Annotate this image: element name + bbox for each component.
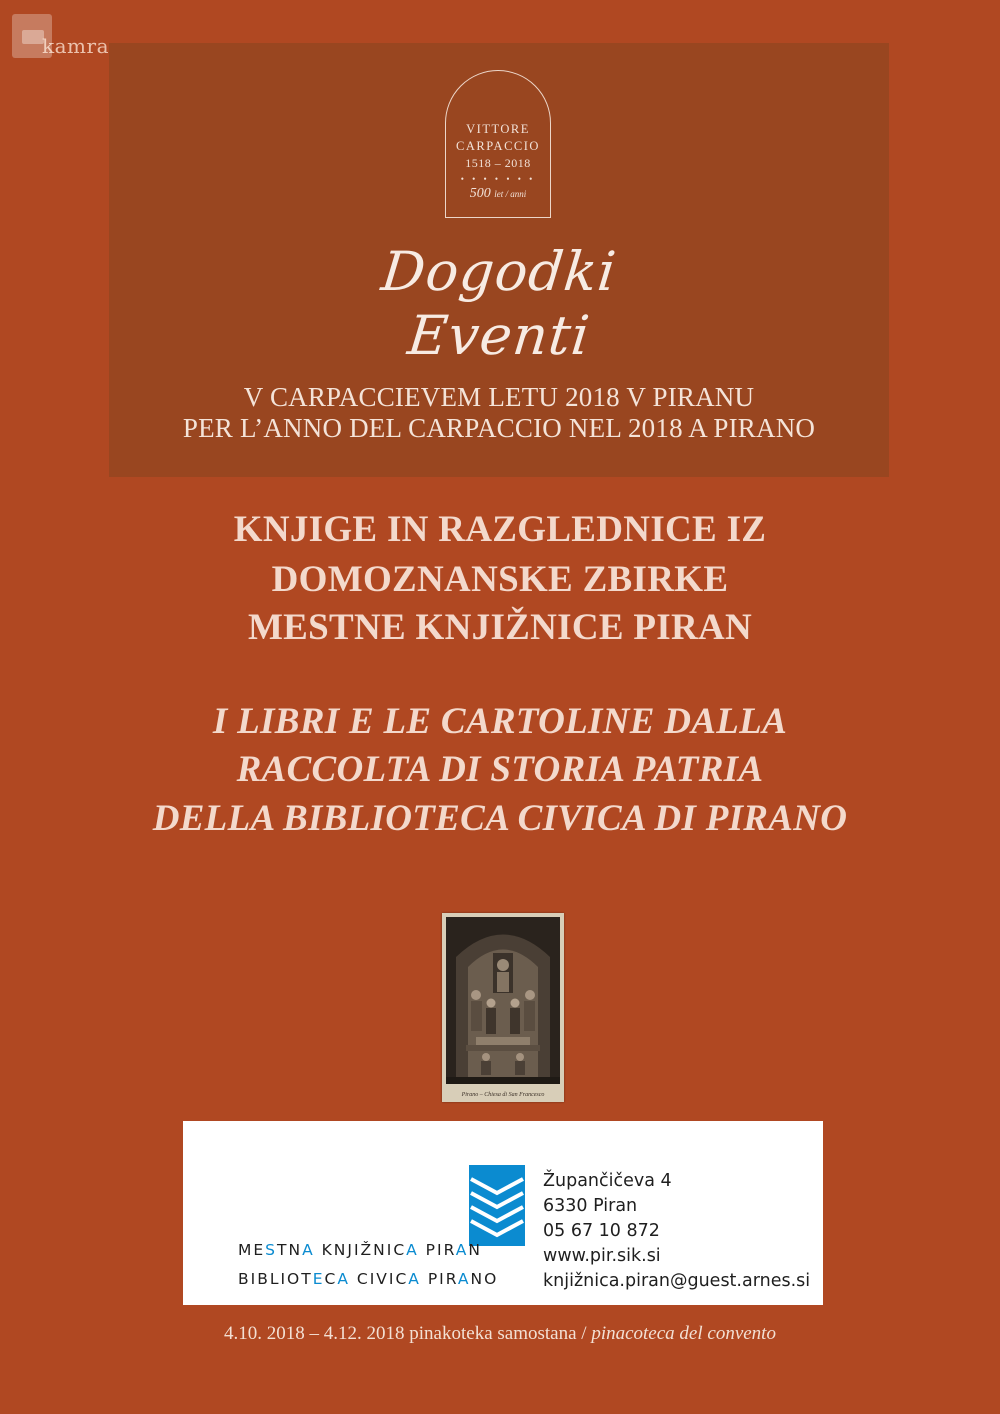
library-logo-icon [469, 1165, 525, 1251]
badge-dots: • • • • • • • [460, 174, 536, 184]
badge-line1: VITTORE [466, 122, 530, 136]
lib-it-part-7: PIR [420, 1270, 458, 1288]
lib-sl-part-7: PIR [418, 1241, 456, 1259]
badge-anniversary-unit: let / anni [494, 189, 527, 199]
script-title-sl: Dogodki [378, 240, 620, 303]
lib-it-part-8: A [457, 1270, 471, 1288]
lib-it-part-2: E [312, 1270, 325, 1288]
lib-it-part-4: A [337, 1270, 350, 1288]
lib-sl-part-6: A [406, 1241, 419, 1259]
lib-sl-part-4: A [302, 1241, 315, 1259]
footer-dates [0, 1323, 1000, 1345]
library-phone[interactable]: 05 67 10 872 [543, 1221, 660, 1241]
title-it-line-2: RACCOLTA DI STORIA PATRIA [236, 749, 764, 790]
carpaccio-anniversary-badge [445, 70, 551, 218]
title-sl-line-3: MESTNE KNJIŽNICE PIRAN [247, 607, 753, 648]
library-info-box [183, 1121, 823, 1305]
lib-sl-part-5: KNJIŽNIC [314, 1241, 407, 1259]
kamra-text: kamra [42, 34, 109, 58]
library-contact [543, 1169, 810, 1294]
library-name-sl [238, 1241, 482, 1259]
title-sl-line-2: DOMOZNANSKE ZBIRKE [271, 559, 729, 600]
lib-sl-part-2: S [265, 1241, 278, 1259]
script-title-it: Eventi [404, 304, 594, 367]
library-email-link[interactable]: knjižnica.piran@guest.arnes.si [543, 1271, 811, 1291]
badge-years: 1518 – 2018 [465, 156, 531, 170]
badge-anniversary-number: 500 [469, 186, 491, 201]
header-subtitle-it: PER L’ANNO DEL CARPACCIO NEL 2018 A PIRANO [182, 413, 816, 443]
header-subtitle-sl: V CARPACCIEVEM LETU 2018 V PIRANU [243, 382, 755, 412]
title-it-line-3: DELLA BIBLIOTECA CIVICA DI PIRANO [152, 798, 848, 839]
lib-it-part-9: NO [470, 1270, 499, 1288]
footer-dates-sl: 4.10. 2018 – 4.12. 2018 pinakoteka samostana / [224, 1323, 592, 1344]
lib-sl-part-3: TN [277, 1241, 303, 1259]
kamra-watermark [12, 12, 112, 62]
lib-it-part-6: A [408, 1270, 421, 1288]
badge-line2: CARPACCIO [456, 139, 540, 153]
title-sl-line-1: KNJIGE IN RAZGLEDNICE IZ [233, 509, 767, 550]
library-city: 6330 Piran [543, 1196, 638, 1216]
postcard-caption: Pirano – Chiesa di San Francesco [461, 1092, 545, 1098]
library-website-link[interactable]: www.pir.sik.si [543, 1246, 661, 1266]
library-address: Župančičeva 4 [543, 1171, 672, 1191]
lib-sl-part-1: ME [238, 1241, 266, 1259]
library-name-it [238, 1270, 498, 1288]
altarpiece-illustration [446, 917, 560, 1084]
lib-sl-part-8: A [455, 1241, 469, 1259]
lib-sl-part-9: N [468, 1241, 482, 1259]
title-it-line-1: I LIBRI E LE CARTOLINE DALLA [212, 701, 788, 742]
lib-it-part-1: BIBLIOT [238, 1270, 313, 1288]
lib-it-part-3: C [324, 1270, 338, 1288]
postcard-image [442, 913, 564, 1102]
lib-it-part-5: CIVIC [349, 1270, 409, 1288]
badge-anniversary [446, 186, 550, 202]
footer-venue-it: pinacoteca del convento [591, 1323, 776, 1344]
